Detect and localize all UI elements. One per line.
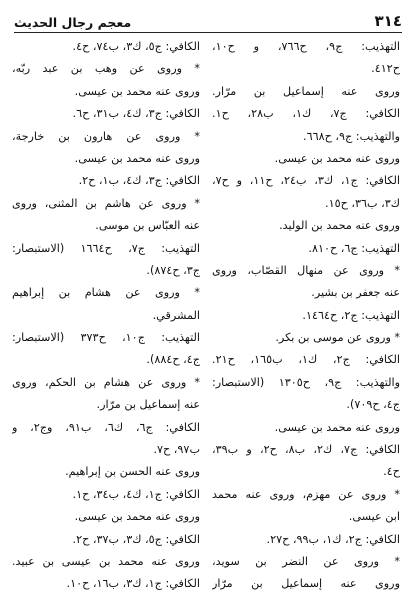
text-line: وروى عنه محمد بن عيسى. [74, 510, 200, 524]
text-line: التهذيب: ج٢، ح١٤٦٤. [302, 308, 400, 322]
text-line: ك٣، ب٣٦، ح١٥. [325, 196, 400, 210]
text-line: ح٤١٢. [371, 62, 400, 76]
text-line: وروى عنه محمد بن عيسى. [274, 420, 400, 434]
text-line: ابن عيسى. [348, 510, 400, 524]
page-header [14, 4, 402, 33]
text-line: الكافي: ج٢، ك١، ب٩٩، ح٢٧. [266, 532, 400, 546]
text-line: والتهذيب: ج٩، ح١٣٠٥ (الاستبصار: [212, 375, 400, 389]
text-line: وروى عنه إسماعيل بن مرّار. [212, 84, 400, 98]
text-line: وروى عنه إسماعيل بن مرّار [212, 577, 400, 591]
text-line: وروى عنه الحسن بن إبراهيم. [65, 465, 200, 479]
text-line: وروى عنه محمد بن عيسى بن عبيد. [12, 554, 200, 568]
text-line: الكافي: ج٥، ك٣، ب٣٧، ح٢. [72, 532, 200, 546]
text-line: والتهذيب: ج٩، ح٦٦٨. [303, 129, 400, 143]
text-line: * وروى عن هارون بن خارجة، [12, 129, 200, 143]
text-line: وروى عنه محمد بن عيسى. [274, 151, 400, 165]
text-line: * وروى عن هشام بن الحكم، وروى [12, 375, 200, 389]
text-line: ج٤، ح٧٠٩). [346, 398, 400, 412]
text-line: وروى عنه محمد بن عيسى. [74, 151, 200, 165]
text-line: الكافي: ج٧، ك١، ب٢٨، ح١. [212, 107, 400, 121]
text-line: المشرقي. [152, 308, 200, 322]
text-line: ج٤، ح٨٨٤). [146, 353, 200, 367]
text-line: ب٩٧، ح٧. [153, 443, 200, 457]
text-line: عنه إسماعيل بن مرّار. [96, 398, 200, 412]
text-line: وروى عنه محمد بن الوليد. [279, 219, 400, 233]
text-line: * وروى عن النضر بن سويد، [212, 554, 400, 568]
text-line: الكافي: ج١، ك٣، ب٢٤، ح١١، و ح٧، [212, 174, 400, 188]
left-column [12, 36, 200, 606]
text-line: الكافي: ج٧، ك٢، ب٨، ح٢، و ب٣٩، [212, 443, 400, 457]
text-line: * وروى عن منهال القصّاب، وروى [212, 263, 400, 277]
text-line: الكافي: ج٥، ك٣، ب٧٤، ح٤. [72, 40, 200, 53]
text-line: التهذيب: ج٧، ح١٦٦٤ (الاستبصار: [12, 241, 200, 255]
text-line: * وروى عن هاشم بن المثنى، وروى [12, 196, 200, 210]
text-line: وروى عنه محمد بن عيسى. [74, 84, 200, 98]
text-line: الكافي: ج١، ك٣، ب١٦، ح١٠. [66, 577, 200, 591]
text-line: الكافي: ج٢، ك١، ب١٦٥، ح٢١. [212, 353, 400, 367]
right-column [212, 36, 400, 606]
text-line: * وروى عن وهب بن عبد ربّه، [12, 62, 200, 76]
text-line: التهذيب: ج٦، ح٨١٠. [308, 241, 400, 255]
text-line: التهذيب: ج١٠، ح٣٧٣ (الاستبصار: [12, 331, 200, 345]
text-line: * وروى عن موسى بن بكر. [275, 331, 400, 345]
text-line: الكافي: ج٣، ك٤، ب١، ح٢. [78, 174, 200, 188]
text-line: عنه جعفر بن بشير. [311, 286, 400, 300]
running-title: معجم رجال الحديث [14, 15, 132, 30]
text-columns [12, 36, 400, 606]
text-line: ح٤. [383, 465, 400, 479]
text-line: الكافي: ج٦، ك٦، ب٩١، وج٢، و [12, 420, 200, 434]
text-line: * وروى عن هشام بن إبراهيم [12, 286, 200, 300]
text-line: الكافي: ج٣، ك٤، ب٣١، ح٦. [72, 107, 200, 121]
text-line: ج٣، ح٨٧٤). [146, 263, 200, 277]
text-line: التهذيب: ج٩، ح٧٦٦، و ح١٠، [212, 40, 400, 53]
text-line: * وروى عن مهزم، وروى عنه محمد [212, 487, 400, 501]
page-number: ٣١٤ [374, 12, 402, 30]
text-line: الكافي: ج١، ك٤، ب٣٤، ح١. [72, 487, 200, 501]
text-line: عنه العبّاس بن موسى. [95, 219, 200, 233]
